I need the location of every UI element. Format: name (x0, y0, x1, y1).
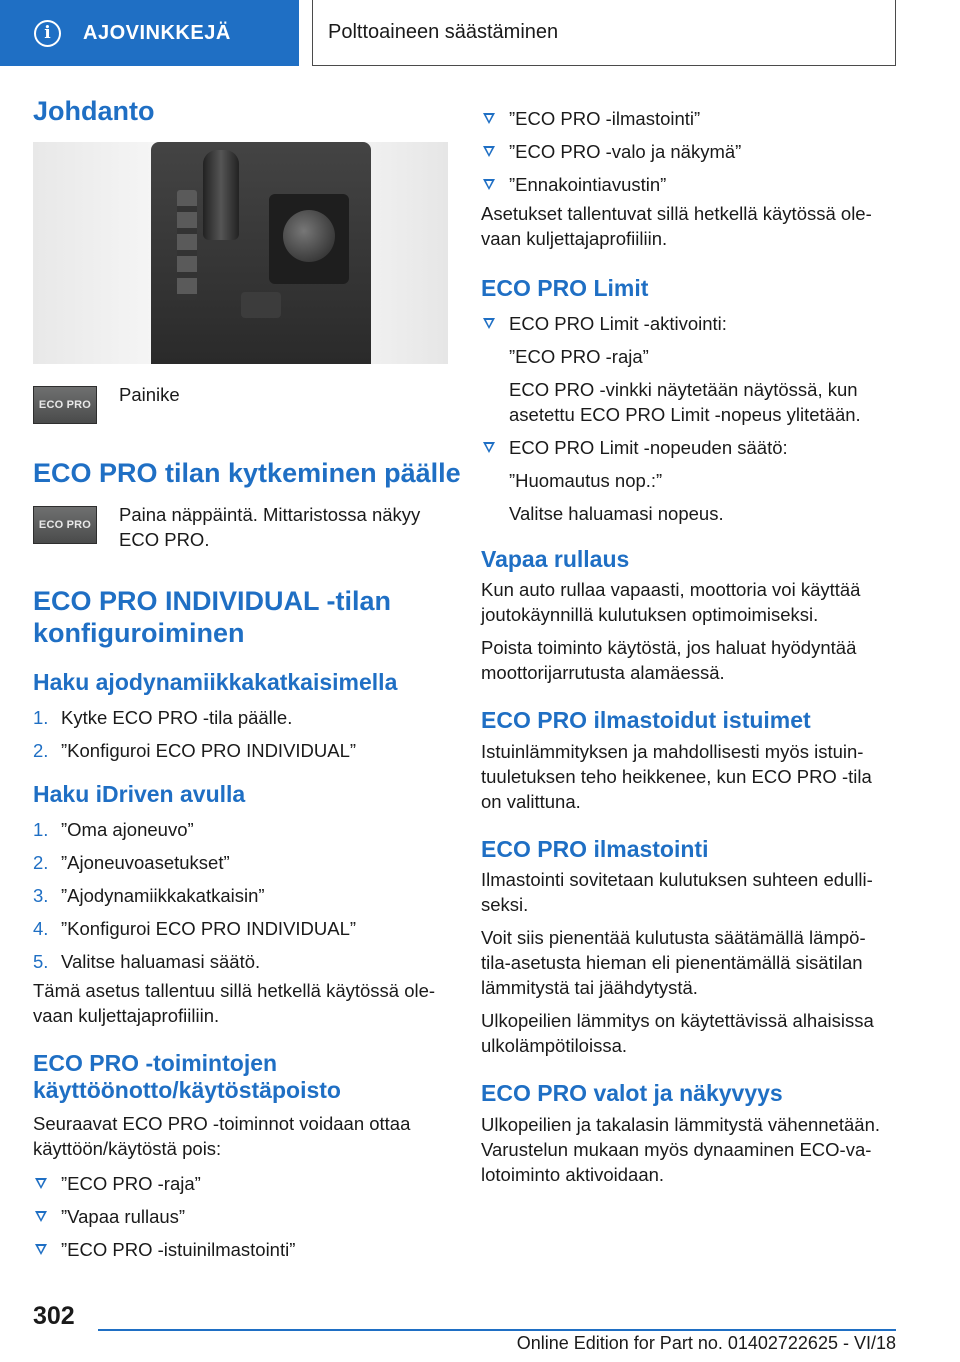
section-title-box (312, 0, 896, 66)
right-column (481, 106, 901, 1187)
step-number: 3. (33, 884, 49, 906)
footer-divider (98, 1329, 896, 1331)
list-item (481, 172, 901, 197)
triangle-bullet-icon (483, 113, 495, 124)
step-text: ”Oma ajoneuvo” (61, 818, 194, 840)
step-number: 1. (33, 818, 49, 840)
dyn-steps-list (33, 705, 449, 763)
triangle-bullet-icon (483, 146, 495, 157)
step-text: Valitse haluamasi säätö. (61, 950, 261, 972)
coasting-paragraph-1: Kun auto rullaa vapaasti, moottoria voi käyttää joutokäynnillä kulutuksen optimoimiseksi. (481, 579, 861, 626)
page-header (0, 0, 960, 66)
seat-left-shape (33, 142, 161, 364)
eco-pro-button-icon (33, 386, 97, 424)
list-item (33, 949, 449, 974)
list-item (33, 705, 449, 730)
triangle-bullet-icon (35, 1211, 47, 1222)
page-number: 302 (33, 1302, 75, 1330)
list-item (33, 1204, 449, 1229)
list-item (33, 916, 449, 941)
settings-note: Asetukset tallentuvat sillä hetkellä käytössä ole-vaan kuljettajaprofiiliin. (481, 203, 872, 249)
chapter-tab[interactable] (0, 0, 299, 66)
eco-pro-button-text: ECO PRO (38, 398, 92, 411)
step-text: ”Ajodynamiikkakatkaisin” (61, 884, 265, 906)
eco-pro-button-text-2: ECO PRO (38, 518, 92, 531)
step-number: 4. (33, 917, 49, 939)
list-item (33, 883, 449, 908)
section-title: Polttoaineen säästäminen (328, 21, 559, 43)
triangle-bullet-icon (483, 179, 495, 190)
idrive-steps-list (33, 817, 449, 974)
lights-paragraph: Ulkopeilien ja takalasin lämmitystä vähennetään. Varustelun mukaan myös dynaaminen ECO-va-lotoiminto aktivoidaan. (481, 1113, 880, 1185)
button-legend-row (33, 383, 449, 424)
eco-pro-button-icon-2 (33, 506, 97, 544)
list-item (33, 817, 449, 842)
triangle-bullet-icon (35, 1178, 47, 1189)
switch-on-row (33, 502, 449, 552)
lights-heading: ECO PRO valot ja näkyvyys (481, 1080, 783, 1107)
seats-heading: ECO PRO ilmastoidut istuimet (481, 707, 811, 734)
list-item-text: ”Ennakointiavustin” (509, 174, 667, 195)
list-item-continuation: ”ECO PRO -raja” (509, 345, 649, 367)
step-text: ”Ajoneuvoasetukset” (61, 851, 230, 873)
idrive-note: Tämä asetus tallentuu sillä hetkellä käytössä ole-vaan kuljettajaprofiiliin. (33, 979, 436, 1026)
triangle-bullet-icon (483, 318, 495, 329)
climate-heading: ECO PRO ilmastointi (481, 835, 709, 862)
button-caption: Painike (119, 383, 180, 405)
list-item (481, 106, 901, 131)
idrive-knob-shape (283, 210, 335, 262)
limit-heading: ECO PRO Limit (481, 275, 649, 301)
climate-paragraph-3: Ulkopeilien lämmitys on käytettävissä alhaisissa ulkolämpötiloissa. (481, 1010, 874, 1057)
list-item-continuation: ECO PRO -vinkki näytetään näytössä, kun asetettu ECO PRO Limit -nopeus ylitetään. (509, 378, 861, 425)
limit-list (481, 311, 901, 526)
list-item (33, 850, 449, 875)
edition-text: Online Edition for Part no. 01402722625 - VI/18 (516, 1333, 896, 1353)
gear-shifter-shape (203, 150, 239, 240)
coasting-paragraph-2: Poista toiminto käytöstä, jos haluat hyödyntää moottorijarrutusta alamäessä. (481, 637, 857, 684)
climate-paragraph-1: Ilmastointi sovitetaan kulutuksen suhteen edulli-seksi. (481, 869, 873, 916)
switch-on-heading: ECO PRO tilan kytkeminen päälle (33, 457, 461, 488)
step-number: 2. (33, 740, 49, 762)
list-item-text: ECO PRO Limit -nopeuden säätö: (509, 436, 788, 458)
list-item-text: ”ECO PRO -istuinilmastointi” (61, 1238, 296, 1260)
list-item-text: ECO PRO Limit -aktivointi: (509, 312, 727, 334)
list-item (481, 311, 901, 427)
seats-paragraph: Istuinlämmityksen ja mahdollisesti myös istuin-tuuletuksen teho heikkenee, kun ECO PRO -tila on valittuna. (481, 740, 872, 812)
step-number: 5. (33, 950, 49, 972)
step-text: ”Konfiguroi ECO PRO INDIVIDUAL” (61, 917, 357, 939)
switch-on-text: Paina näppäintä. Mittaristossa näkyy ECO PRO. (119, 503, 421, 550)
triangle-bullet-icon (35, 1244, 47, 1255)
intro-heading: Johdanto (33, 96, 155, 126)
step-text: ”Konfiguroi ECO PRO INDIVIDUAL” (61, 740, 357, 762)
center-console-photo (33, 142, 448, 364)
list-item (33, 1237, 449, 1262)
list-item-text: ”ECO PRO -valo ja näkymä” (509, 141, 742, 162)
step-text: Kytke ECO PRO -tila päälle. (61, 707, 293, 729)
dyn-switch-heading: Haku ajodynamiikkakatkaisimella (33, 669, 398, 696)
step-number: 1. (33, 707, 49, 729)
functions-text: Seuraavat ECO PRO -toiminnot voidaan ottaa käyttöön/käytöstä pois: (33, 1112, 411, 1159)
coasting-heading: Vapaa rullaus (481, 545, 630, 572)
list-item (33, 1171, 449, 1196)
functions-list-continued (481, 106, 901, 197)
idrive-heading: Haku iDriven avulla (33, 781, 246, 808)
info-glyph: i (44, 22, 51, 43)
functions-heading: ECO PRO -toimintojen käyttöönotto/käytöstäpoisto (33, 1049, 341, 1104)
individual-heading: ECO PRO INDIVIDUAL -tilan konfiguroiminen (33, 585, 392, 648)
button-strip-shape (177, 190, 197, 300)
list-item-text: ”ECO PRO -raja” (61, 1172, 201, 1194)
chapter-tab-label: AJOVINKKEJÄ (83, 21, 231, 44)
list-item (481, 435, 901, 526)
list-item-text: ”Vapaa rullaus” (61, 1205, 186, 1227)
list-item (481, 139, 901, 164)
list-item-text: ”ECO PRO -ilmastointi” (509, 108, 701, 129)
parking-brake-shape (241, 292, 281, 318)
list-item-continuation: ”Huomautus nop.:” (509, 469, 663, 491)
info-icon (34, 20, 61, 47)
functions-list (33, 1171, 449, 1262)
left-column (33, 96, 461, 1270)
step-number: 2. (33, 851, 49, 873)
climate-paragraph-2: Voit siis pienentää kulutusta säätämällä lämpö-tila-asetusta hieman eli pienentämällä sisätilan lämmitystä tai jäähdytystä. (481, 927, 866, 999)
triangle-bullet-icon (483, 442, 495, 453)
list-item (33, 738, 449, 763)
console-shape (151, 142, 371, 364)
list-item-continuation: Valitse haluamasi nopeus. (509, 502, 724, 524)
